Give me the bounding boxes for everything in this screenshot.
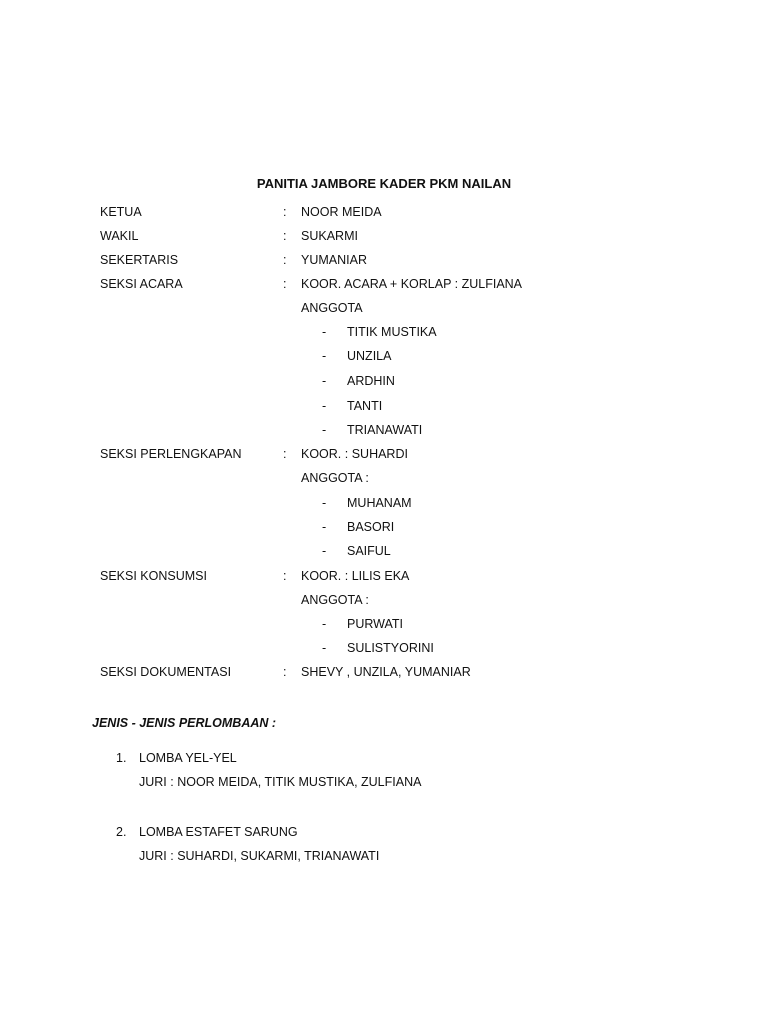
- acara-member: TRIANAWATI: [347, 423, 423, 437]
- list-dash: -: [322, 374, 327, 388]
- list-dash: -: [322, 641, 327, 655]
- acara-anggota-label: ANGGOTA: [301, 301, 363, 315]
- sekertaris-colon: :: [283, 253, 287, 267]
- document-title: PANITIA JAMBORE KADER PKM NAILAN: [256, 176, 512, 191]
- list-dash: -: [322, 520, 327, 534]
- list-dash: -: [322, 496, 327, 510]
- competition-number: 1.: [116, 751, 127, 765]
- konsumsi-koor: KOOR. : LILIS EKA: [301, 569, 410, 583]
- acara-member: TANTI: [347, 399, 383, 413]
- list-dash: -: [322, 399, 327, 413]
- konsumsi-anggota-label: ANGGOTA :: [301, 593, 369, 607]
- acara-colon: :: [283, 277, 287, 291]
- sekertaris-value: YUMANIAR: [301, 253, 367, 267]
- competition-name: LOMBA YEL-YEL: [139, 751, 237, 765]
- ketua-value: NOOR MEIDA: [301, 205, 382, 219]
- list-dash: -: [322, 423, 327, 437]
- competition-jury: JURI : NOOR MEIDA, TITIK MUSTIKA, ZULFIANA: [139, 775, 422, 789]
- list-dash: -: [322, 617, 327, 631]
- perlengkapan-anggota-label: ANGGOTA :: [301, 471, 369, 485]
- dokumentasi-value: SHEVY , UNZILA, YUMANIAR: [301, 665, 471, 679]
- competitions-heading: JENIS - JENIS PERLOMBAAN :: [92, 716, 277, 730]
- konsumsi-label: SEKSI KONSUMSI: [100, 569, 207, 583]
- wakil-colon: :: [283, 229, 287, 243]
- sekertaris-label: SEKERTARIS: [100, 253, 179, 267]
- wakil-label: WAKIL: [100, 229, 139, 243]
- perlengkapan-member: BASORI: [347, 520, 395, 534]
- konsumsi-member: SULISTYORINI: [347, 641, 434, 655]
- competition-jury: JURI : SUHARDI, SUKARMI, TRIANAWATI: [139, 849, 380, 863]
- konsumsi-colon: :: [283, 569, 287, 583]
- perlengkapan-koor: KOOR. : SUHARDI: [301, 447, 408, 461]
- perlengkapan-member: SAIFUL: [347, 544, 391, 558]
- list-dash: -: [322, 325, 327, 339]
- ketua-label: KETUA: [100, 205, 142, 219]
- konsumsi-member: PURWATI: [347, 617, 404, 631]
- acara-koor: KOOR. ACARA + KORLAP : ZULFIANA: [301, 277, 523, 291]
- dokumentasi-label: SEKSI DOKUMENTASI: [100, 665, 232, 679]
- list-dash: -: [322, 544, 327, 558]
- perlengkapan-colon: :: [283, 447, 287, 461]
- wakil-value: SUKARMI: [301, 229, 358, 243]
- acara-label: SEKSI ACARA: [100, 277, 183, 291]
- acara-member: TITIK MUSTIKA: [347, 325, 437, 339]
- acara-member: ARDHIN: [347, 374, 395, 388]
- ketua-colon: :: [283, 205, 287, 219]
- dokumentasi-colon: :: [283, 665, 287, 679]
- perlengkapan-member: MUHANAM: [347, 496, 412, 510]
- competition-number: 2.: [116, 825, 127, 839]
- perlengkapan-label: SEKSI PERLENGKAPAN: [100, 447, 242, 461]
- list-dash: -: [322, 349, 327, 363]
- competition-name: LOMBA ESTAFET SARUNG: [139, 825, 298, 839]
- acara-member: UNZILA: [347, 349, 392, 363]
